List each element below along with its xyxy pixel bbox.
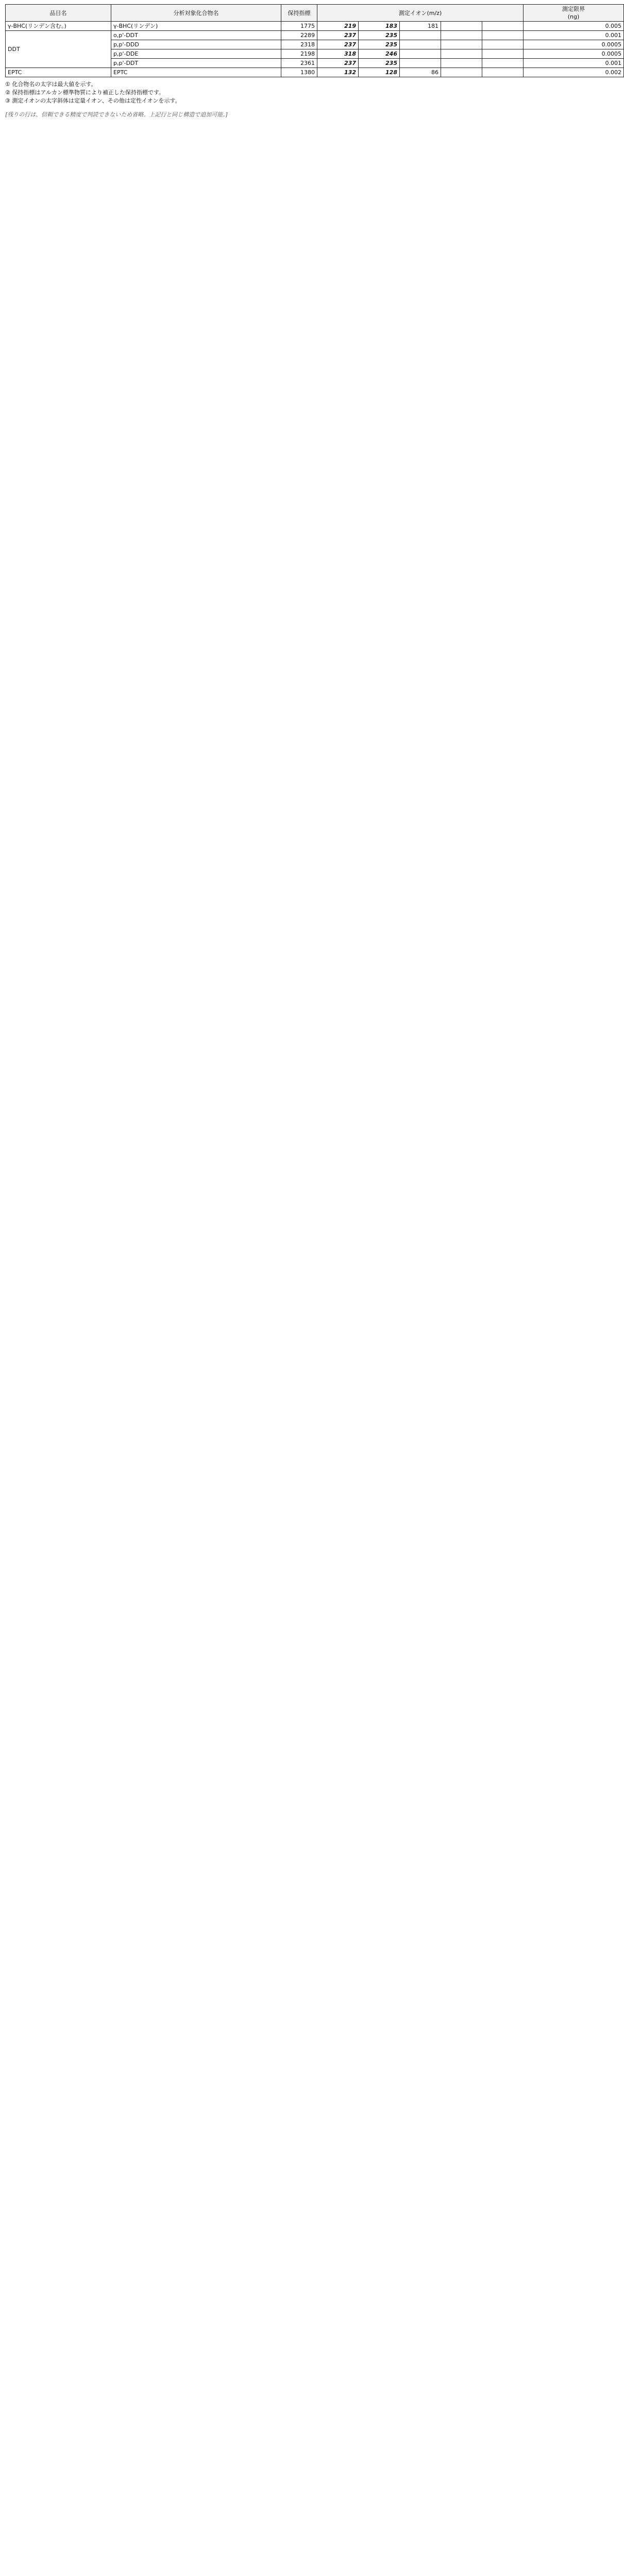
pesticide-name-cell: EPTC (6, 68, 111, 77)
ion-cell: 237 (317, 59, 359, 68)
pesticide-name-cell: γ-BHC(リンデン含む。) (6, 22, 111, 31)
header-ions: 測定イオン(m/z) (317, 5, 524, 22)
detection-limit-cell: 0.0005 (524, 49, 624, 59)
compound-cell: γ-BHC(リンデン) (111, 22, 281, 31)
ion-cell (482, 40, 524, 49)
ion-cell: 183 (359, 22, 400, 31)
detection-limit-cell: 0.0005 (524, 40, 624, 49)
compound-cell: p,p'-DDE (111, 49, 281, 59)
ion-cell: 235 (359, 59, 400, 68)
ion-cell: 235 (359, 31, 400, 40)
ion-cell (400, 31, 441, 40)
retention-index-cell: 1380 (281, 68, 317, 77)
ion-cell: 181 (400, 22, 441, 31)
results-table (5, 4, 624, 77)
ion-cell (482, 22, 524, 31)
compound-cell: p,p'-DDT (111, 59, 281, 68)
header-lod (524, 5, 624, 22)
detection-limit-cell: 0.001 (524, 59, 624, 68)
header-pesticide: 品目名 (6, 5, 111, 22)
ion-cell (400, 40, 441, 49)
ion-cell (400, 49, 441, 59)
ion-cell: 246 (359, 49, 400, 59)
table-row (6, 31, 624, 40)
detection-limit-cell: 0.001 (524, 31, 624, 40)
table-header (6, 5, 624, 22)
footnote: ① 化合物名の太字は最大値を示す。 (5, 81, 97, 88)
ion-cell (482, 68, 524, 77)
ion-cell (482, 31, 524, 40)
ion-cell: 235 (359, 40, 400, 49)
omitted-rows-note: [残りの行は、信頼できる精度で判読できないため省略。上記行と同じ構造で追加可能。] (5, 111, 228, 118)
retention-index-cell: 2289 (281, 31, 317, 40)
ion-cell (441, 68, 482, 77)
table-body (6, 22, 624, 77)
compound-cell: p,p'-DDD (111, 40, 281, 49)
ion-cell (482, 49, 524, 59)
footnotes (5, 80, 582, 105)
ion-cell: 237 (317, 40, 359, 49)
ion-cell: 86 (400, 68, 441, 77)
page (0, 0, 622, 134)
ion-cell: 237 (317, 31, 359, 40)
detection-limit-cell: 0.002 (524, 68, 624, 77)
ion-cell: 318 (317, 49, 359, 59)
detection-limit-cell: 0.005 (524, 22, 624, 31)
ion-cell (441, 59, 482, 68)
retention-index-cell: 2198 (281, 49, 317, 59)
table-row (6, 68, 624, 77)
table-row (6, 22, 624, 31)
footnote: ② 保持指標はアルカン標準物質により補正した保持指標です。 (5, 89, 165, 96)
ion-cell (482, 59, 524, 68)
ion-cell: 132 (317, 68, 359, 77)
header-rt: 保持指標 (281, 5, 317, 22)
header-lod-label: 測定限界 (562, 6, 585, 12)
footnote: ③ 測定イオンの太字斜体は定量イオン、その他は定性イオンを示す。 (5, 97, 181, 104)
retention-index-cell: 2318 (281, 40, 317, 49)
ion-cell: 128 (359, 68, 400, 77)
retention-index-cell: 1775 (281, 22, 317, 31)
compound-cell: EPTC (111, 68, 281, 77)
compound-cell: o,p'-DDT (111, 31, 281, 40)
pesticide-name-cell: DDT (6, 31, 111, 68)
header-lod-unit: (ng) (567, 13, 580, 20)
ion-cell (441, 31, 482, 40)
ion-cell (441, 49, 482, 59)
ion-cell (441, 22, 482, 31)
ion-cell (441, 40, 482, 49)
header-compound: 分析対象化合物名 (111, 5, 281, 22)
ion-cell: 219 (317, 22, 359, 31)
ion-cell (400, 59, 441, 68)
retention-index-cell: 2361 (281, 59, 317, 68)
